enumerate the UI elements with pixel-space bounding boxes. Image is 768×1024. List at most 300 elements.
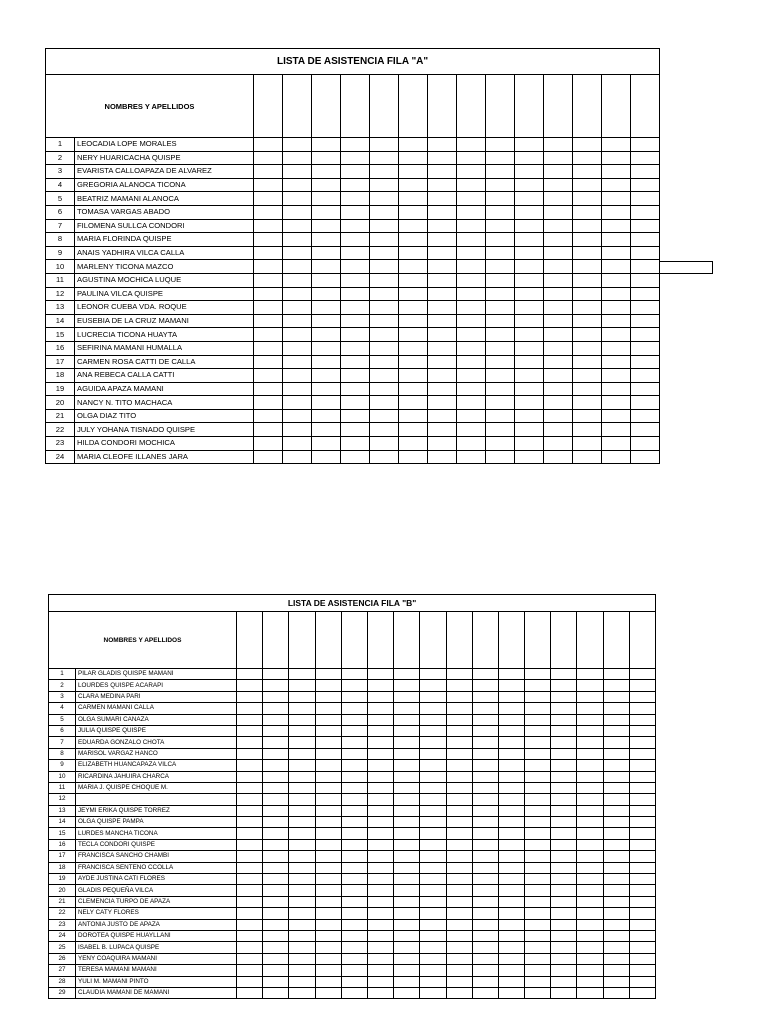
attendance-cell[interactable] <box>577 714 603 725</box>
attendance-cell[interactable] <box>631 382 660 396</box>
attendance-cell[interactable] <box>367 987 393 998</box>
attendance-cell[interactable] <box>544 138 573 152</box>
attendance-cell[interactable] <box>420 725 446 736</box>
attendance-cell[interactable] <box>603 680 629 691</box>
attendance-cell[interactable] <box>289 703 315 714</box>
attendance-cell[interactable] <box>237 714 263 725</box>
attendance-cell[interactable] <box>370 165 399 179</box>
attendance-cell[interactable] <box>603 669 629 680</box>
attendance-cell[interactable] <box>515 369 544 383</box>
attendance-cell[interactable] <box>603 748 629 759</box>
attendance-cell[interactable] <box>254 205 283 219</box>
attendance-cell[interactable] <box>312 369 341 383</box>
attendance-cell[interactable] <box>254 151 283 165</box>
attendance-cell[interactable] <box>515 287 544 301</box>
attendance-cell[interactable] <box>428 192 457 206</box>
attendance-cell[interactable] <box>525 703 551 714</box>
attendance-cell[interactable] <box>515 437 544 451</box>
attendance-cell[interactable] <box>263 737 289 748</box>
attendance-cell[interactable] <box>289 987 315 998</box>
attendance-cell[interactable] <box>420 760 446 771</box>
attendance-cell[interactable] <box>446 839 472 850</box>
attendance-cell[interactable] <box>289 874 315 885</box>
attendance-cell[interactable] <box>551 691 577 702</box>
attendance-cell[interactable] <box>341 828 367 839</box>
attendance-cell[interactable] <box>315 714 341 725</box>
attendance-cell[interactable] <box>602 341 631 355</box>
attendance-cell[interactable] <box>428 355 457 369</box>
attendance-cell[interactable] <box>315 930 341 941</box>
attendance-cell[interactable] <box>486 178 515 192</box>
attendance-cell[interactable] <box>341 930 367 941</box>
attendance-cell[interactable] <box>289 919 315 930</box>
attendance-cell[interactable] <box>263 896 289 907</box>
attendance-cell[interactable] <box>631 396 660 410</box>
attendance-cell[interactable] <box>394 896 420 907</box>
attendance-cell[interactable] <box>603 885 629 896</box>
attendance-cell[interactable] <box>629 805 655 816</box>
attendance-cell[interactable] <box>341 246 370 260</box>
attendance-cell[interactable] <box>315 771 341 782</box>
attendance-cell[interactable] <box>341 680 367 691</box>
attendance-cell[interactable] <box>603 805 629 816</box>
attendance-cell[interactable] <box>370 314 399 328</box>
attendance-cell[interactable] <box>498 794 524 805</box>
attendance-cell[interactable] <box>525 976 551 987</box>
attendance-cell[interactable] <box>289 771 315 782</box>
attendance-cell[interactable] <box>602 382 631 396</box>
attendance-cell[interactable] <box>446 669 472 680</box>
attendance-cell[interactable] <box>399 138 428 152</box>
attendance-cell[interactable] <box>237 760 263 771</box>
attendance-cell[interactable] <box>312 341 341 355</box>
attendance-cell[interactable] <box>603 703 629 714</box>
attendance-cell[interactable] <box>551 942 577 953</box>
attendance-cell[interactable] <box>341 423 370 437</box>
attendance-cell[interactable] <box>498 782 524 793</box>
attendance-cell[interactable] <box>367 782 393 793</box>
attendance-cell[interactable] <box>428 165 457 179</box>
attendance-cell[interactable] <box>544 246 573 260</box>
attendance-cell[interactable] <box>370 301 399 315</box>
attendance-cell[interactable] <box>367 896 393 907</box>
attendance-cell[interactable] <box>254 287 283 301</box>
attendance-cell[interactable] <box>263 851 289 862</box>
attendance-cell[interactable] <box>289 862 315 873</box>
attendance-cell[interactable] <box>315 965 341 976</box>
attendance-cell[interactable] <box>237 885 263 896</box>
attendance-cell[interactable] <box>254 246 283 260</box>
attendance-cell[interactable] <box>498 839 524 850</box>
attendance-cell[interactable] <box>573 205 602 219</box>
attendance-cell[interactable] <box>289 669 315 680</box>
attendance-cell[interactable] <box>551 794 577 805</box>
attendance-cell[interactable] <box>629 976 655 987</box>
attendance-cell[interactable] <box>283 165 312 179</box>
attendance-cell[interactable] <box>420 965 446 976</box>
attendance-cell[interactable] <box>629 669 655 680</box>
attendance-cell[interactable] <box>341 328 370 342</box>
attendance-cell[interactable] <box>420 703 446 714</box>
attendance-cell[interactable] <box>399 396 428 410</box>
attendance-cell[interactable] <box>515 423 544 437</box>
attendance-cell[interactable] <box>367 771 393 782</box>
attendance-cell[interactable] <box>551 976 577 987</box>
attendance-cell[interactable] <box>551 771 577 782</box>
attendance-cell[interactable] <box>341 396 370 410</box>
attendance-cell[interactable] <box>394 669 420 680</box>
attendance-cell[interactable] <box>399 328 428 342</box>
attendance-cell[interactable] <box>631 369 660 383</box>
attendance-cell[interactable] <box>602 314 631 328</box>
attendance-cell[interactable] <box>525 737 551 748</box>
attendance-cell[interactable] <box>367 930 393 941</box>
attendance-cell[interactable] <box>602 219 631 233</box>
attendance-cell[interactable] <box>367 828 393 839</box>
attendance-cell[interactable] <box>629 874 655 885</box>
attendance-cell[interactable] <box>367 725 393 736</box>
attendance-cell[interactable] <box>341 192 370 206</box>
attendance-cell[interactable] <box>525 680 551 691</box>
attendance-cell[interactable] <box>515 246 544 260</box>
attendance-cell[interactable] <box>315 748 341 759</box>
attendance-cell[interactable] <box>283 219 312 233</box>
attendance-cell[interactable] <box>394 794 420 805</box>
attendance-cell[interactable] <box>525 725 551 736</box>
attendance-cell[interactable] <box>446 817 472 828</box>
attendance-cell[interactable] <box>544 301 573 315</box>
attendance-cell[interactable] <box>573 192 602 206</box>
attendance-cell[interactable] <box>341 409 370 423</box>
attendance-cell[interactable] <box>573 437 602 451</box>
attendance-cell[interactable] <box>341 862 367 873</box>
attendance-cell[interactable] <box>315 794 341 805</box>
attendance-cell[interactable] <box>472 691 498 702</box>
attendance-cell[interactable] <box>283 273 312 287</box>
attendance-cell[interactable] <box>341 919 367 930</box>
attendance-cell[interactable] <box>446 794 472 805</box>
attendance-cell[interactable] <box>551 919 577 930</box>
attendance-cell[interactable] <box>446 908 472 919</box>
attendance-cell[interactable] <box>263 714 289 725</box>
attendance-cell[interactable] <box>486 233 515 247</box>
attendance-cell[interactable] <box>525 748 551 759</box>
attendance-cell[interactable] <box>551 896 577 907</box>
attendance-cell[interactable] <box>544 287 573 301</box>
attendance-cell[interactable] <box>631 165 660 179</box>
attendance-cell[interactable] <box>515 178 544 192</box>
attendance-cell[interactable] <box>457 178 486 192</box>
attendance-cell[interactable] <box>263 782 289 793</box>
attendance-cell[interactable] <box>629 703 655 714</box>
attendance-cell[interactable] <box>237 976 263 987</box>
attendance-cell[interactable] <box>312 287 341 301</box>
attendance-cell[interactable] <box>631 355 660 369</box>
attendance-cell[interactable] <box>486 355 515 369</box>
attendance-cell[interactable] <box>315 942 341 953</box>
attendance-cell[interactable] <box>603 737 629 748</box>
attendance-cell[interactable] <box>399 178 428 192</box>
attendance-cell[interactable] <box>498 896 524 907</box>
attendance-cell[interactable] <box>486 287 515 301</box>
attendance-cell[interactable] <box>394 987 420 998</box>
attendance-cell[interactable] <box>573 233 602 247</box>
attendance-cell[interactable] <box>515 314 544 328</box>
attendance-cell[interactable] <box>254 178 283 192</box>
attendance-cell[interactable] <box>602 437 631 451</box>
attendance-cell[interactable] <box>603 965 629 976</box>
attendance-cell[interactable] <box>629 828 655 839</box>
attendance-cell[interactable] <box>486 301 515 315</box>
attendance-cell[interactable] <box>573 423 602 437</box>
attendance-cell[interactable] <box>577 874 603 885</box>
attendance-cell[interactable] <box>525 987 551 998</box>
attendance-cell[interactable] <box>263 725 289 736</box>
attendance-cell[interactable] <box>312 178 341 192</box>
attendance-cell[interactable] <box>472 817 498 828</box>
attendance-cell[interactable] <box>446 930 472 941</box>
attendance-cell[interactable] <box>341 714 367 725</box>
attendance-cell[interactable] <box>370 355 399 369</box>
attendance-cell[interactable] <box>420 942 446 953</box>
attendance-cell[interactable] <box>370 260 399 274</box>
attendance-cell[interactable] <box>603 839 629 850</box>
attendance-cell[interactable] <box>341 138 370 152</box>
attendance-cell[interactable] <box>525 874 551 885</box>
attendance-cell[interactable] <box>283 423 312 437</box>
attendance-cell[interactable] <box>602 355 631 369</box>
attendance-cell[interactable] <box>602 260 631 274</box>
attendance-cell[interactable] <box>263 771 289 782</box>
attendance-cell[interactable] <box>551 987 577 998</box>
attendance-cell[interactable] <box>457 151 486 165</box>
attendance-cell[interactable] <box>394 839 420 850</box>
attendance-cell[interactable] <box>472 703 498 714</box>
attendance-cell[interactable] <box>629 691 655 702</box>
attendance-cell[interactable] <box>283 260 312 274</box>
attendance-cell[interactable] <box>341 205 370 219</box>
attendance-cell[interactable] <box>525 930 551 941</box>
attendance-cell[interactable] <box>498 737 524 748</box>
attendance-cell[interactable] <box>486 138 515 152</box>
attendance-cell[interactable] <box>603 987 629 998</box>
attendance-cell[interactable] <box>573 341 602 355</box>
attendance-cell[interactable] <box>577 930 603 941</box>
attendance-cell[interactable] <box>603 896 629 907</box>
attendance-cell[interactable] <box>254 233 283 247</box>
attendance-cell[interactable] <box>312 233 341 247</box>
attendance-cell[interactable] <box>525 817 551 828</box>
attendance-cell[interactable] <box>341 151 370 165</box>
attendance-cell[interactable] <box>367 874 393 885</box>
attendance-cell[interactable] <box>315 669 341 680</box>
attendance-cell[interactable] <box>263 919 289 930</box>
attendance-cell[interactable] <box>399 192 428 206</box>
attendance-cell[interactable] <box>283 437 312 451</box>
attendance-cell[interactable] <box>283 341 312 355</box>
attendance-cell[interactable] <box>498 885 524 896</box>
attendance-cell[interactable] <box>399 437 428 451</box>
attendance-cell[interactable] <box>283 178 312 192</box>
attendance-cell[interactable] <box>283 138 312 152</box>
attendance-cell[interactable] <box>237 896 263 907</box>
attendance-cell[interactable] <box>263 839 289 850</box>
attendance-cell[interactable] <box>394 862 420 873</box>
attendance-cell[interactable] <box>544 341 573 355</box>
attendance-cell[interactable] <box>573 287 602 301</box>
attendance-cell[interactable] <box>472 874 498 885</box>
attendance-cell[interactable] <box>289 930 315 941</box>
attendance-cell[interactable] <box>428 437 457 451</box>
attendance-cell[interactable] <box>457 369 486 383</box>
attendance-cell[interactable] <box>602 246 631 260</box>
attendance-cell[interactable] <box>394 680 420 691</box>
attendance-cell[interactable] <box>603 691 629 702</box>
attendance-cell[interactable] <box>237 839 263 850</box>
attendance-cell[interactable] <box>289 737 315 748</box>
attendance-cell[interactable] <box>237 782 263 793</box>
attendance-cell[interactable] <box>551 703 577 714</box>
attendance-cell[interactable] <box>428 287 457 301</box>
attendance-cell[interactable] <box>515 233 544 247</box>
attendance-cell[interactable] <box>399 260 428 274</box>
attendance-cell[interactable] <box>420 839 446 850</box>
attendance-cell[interactable] <box>602 165 631 179</box>
attendance-cell[interactable] <box>629 839 655 850</box>
attendance-cell[interactable] <box>315 862 341 873</box>
attendance-cell[interactable] <box>263 680 289 691</box>
attendance-cell[interactable] <box>263 794 289 805</box>
attendance-cell[interactable] <box>399 246 428 260</box>
attendance-cell[interactable] <box>289 794 315 805</box>
attendance-cell[interactable] <box>312 165 341 179</box>
attendance-cell[interactable] <box>283 355 312 369</box>
attendance-cell[interactable] <box>573 138 602 152</box>
attendance-cell[interactable] <box>312 450 341 464</box>
attendance-cell[interactable] <box>428 396 457 410</box>
attendance-cell[interactable] <box>486 260 515 274</box>
attendance-cell[interactable] <box>289 691 315 702</box>
attendance-cell[interactable] <box>428 409 457 423</box>
attendance-cell[interactable] <box>457 287 486 301</box>
attendance-cell[interactable] <box>486 219 515 233</box>
attendance-cell[interactable] <box>367 760 393 771</box>
attendance-cell[interactable] <box>631 138 660 152</box>
attendance-cell[interactable] <box>263 885 289 896</box>
attendance-cell[interactable] <box>394 805 420 816</box>
attendance-cell[interactable] <box>367 680 393 691</box>
attendance-cell[interactable] <box>341 851 367 862</box>
attendance-cell[interactable] <box>263 987 289 998</box>
attendance-cell[interactable] <box>573 165 602 179</box>
attendance-cell[interactable] <box>446 896 472 907</box>
attendance-cell[interactable] <box>573 260 602 274</box>
attendance-cell[interactable] <box>457 273 486 287</box>
attendance-cell[interactable] <box>472 782 498 793</box>
attendance-cell[interactable] <box>486 314 515 328</box>
attendance-cell[interactable] <box>544 355 573 369</box>
attendance-cell[interactable] <box>525 714 551 725</box>
attendance-cell[interactable] <box>551 851 577 862</box>
attendance-cell[interactable] <box>629 760 655 771</box>
attendance-cell[interactable] <box>312 192 341 206</box>
attendance-cell[interactable] <box>289 714 315 725</box>
attendance-cell[interactable] <box>544 328 573 342</box>
attendance-cell[interactable] <box>367 965 393 976</box>
attendance-cell[interactable] <box>283 301 312 315</box>
attendance-cell[interactable] <box>367 714 393 725</box>
attendance-cell[interactable] <box>428 233 457 247</box>
attendance-cell[interactable] <box>544 314 573 328</box>
attendance-cell[interactable] <box>237 942 263 953</box>
attendance-cell[interactable] <box>420 896 446 907</box>
attendance-cell[interactable] <box>603 930 629 941</box>
attendance-cell[interactable] <box>498 976 524 987</box>
attendance-cell[interactable] <box>515 301 544 315</box>
attendance-cell[interactable] <box>341 965 367 976</box>
attendance-cell[interactable] <box>603 862 629 873</box>
attendance-cell[interactable] <box>629 896 655 907</box>
attendance-cell[interactable] <box>315 737 341 748</box>
attendance-cell[interactable] <box>551 669 577 680</box>
attendance-cell[interactable] <box>573 219 602 233</box>
attendance-cell[interactable] <box>472 828 498 839</box>
attendance-cell[interactable] <box>544 192 573 206</box>
attendance-cell[interactable] <box>544 219 573 233</box>
attendance-cell[interactable] <box>237 691 263 702</box>
attendance-cell[interactable] <box>577 839 603 850</box>
attendance-cell[interactable] <box>498 930 524 941</box>
attendance-cell[interactable] <box>603 794 629 805</box>
attendance-cell[interactable] <box>525 805 551 816</box>
attendance-cell[interactable] <box>428 341 457 355</box>
attendance-cell[interactable] <box>573 301 602 315</box>
attendance-cell[interactable] <box>457 355 486 369</box>
attendance-cell[interactable] <box>263 930 289 941</box>
attendance-cell[interactable] <box>283 396 312 410</box>
attendance-cell[interactable] <box>525 839 551 850</box>
attendance-cell[interactable] <box>446 862 472 873</box>
attendance-cell[interactable] <box>370 328 399 342</box>
attendance-cell[interactable] <box>428 314 457 328</box>
attendance-cell[interactable] <box>341 942 367 953</box>
attendance-cell[interactable] <box>394 714 420 725</box>
attendance-cell[interactable] <box>237 919 263 930</box>
attendance-cell[interactable] <box>525 851 551 862</box>
attendance-cell[interactable] <box>315 805 341 816</box>
attendance-cell[interactable] <box>486 437 515 451</box>
attendance-cell[interactable] <box>631 219 660 233</box>
attendance-cell[interactable] <box>472 908 498 919</box>
attendance-cell[interactable] <box>263 942 289 953</box>
attendance-cell[interactable] <box>420 987 446 998</box>
attendance-cell[interactable] <box>573 273 602 287</box>
attendance-cell[interactable] <box>629 817 655 828</box>
attendance-cell[interactable] <box>237 771 263 782</box>
attendance-cell[interactable] <box>254 165 283 179</box>
attendance-cell[interactable] <box>254 273 283 287</box>
attendance-cell[interactable] <box>498 942 524 953</box>
attendance-cell[interactable] <box>367 976 393 987</box>
attendance-cell[interactable] <box>254 314 283 328</box>
attendance-cell[interactable] <box>577 817 603 828</box>
attendance-cell[interactable] <box>602 287 631 301</box>
attendance-cell[interactable] <box>312 382 341 396</box>
attendance-cell[interactable] <box>370 138 399 152</box>
attendance-cell[interactable] <box>551 930 577 941</box>
attendance-cell[interactable] <box>283 192 312 206</box>
attendance-cell[interactable] <box>263 817 289 828</box>
